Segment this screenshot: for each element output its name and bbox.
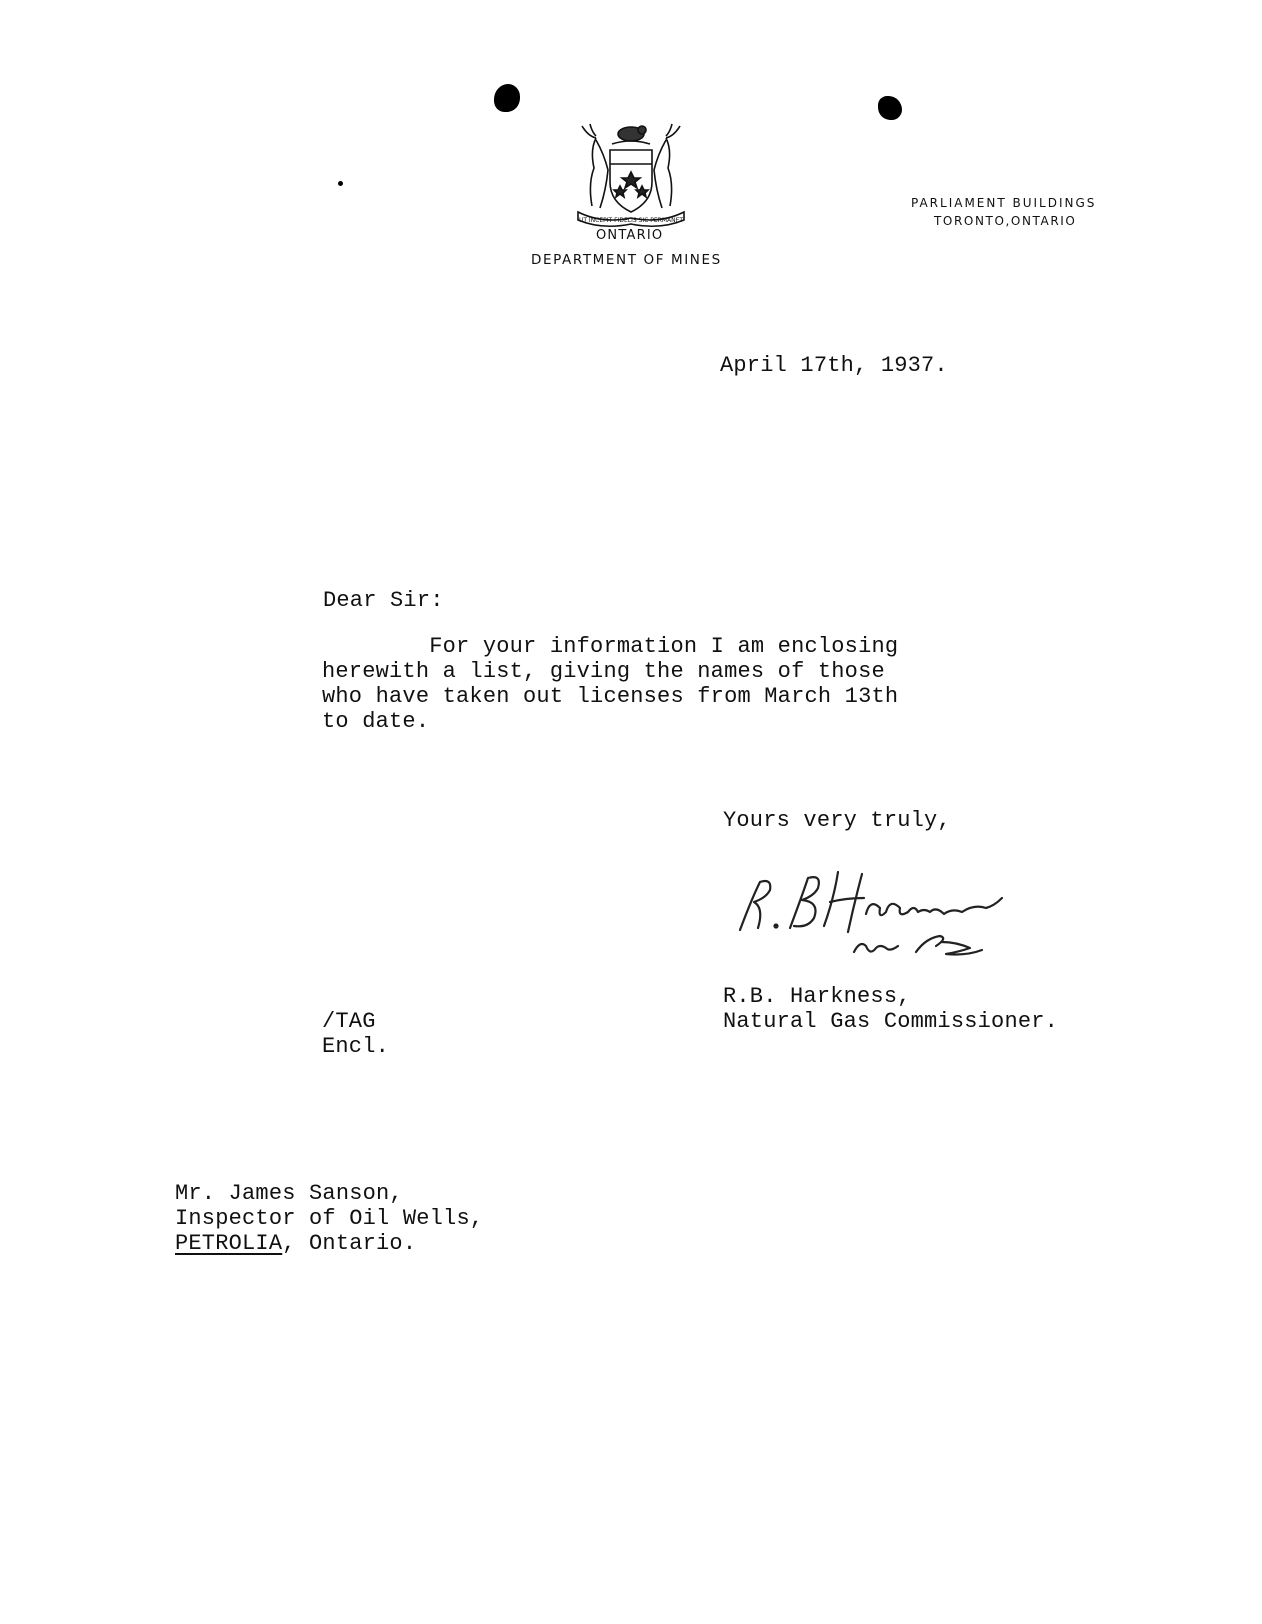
handwritten-signature xyxy=(730,868,1030,968)
recipient-title: Inspector of Oil Wells, xyxy=(175,1206,484,1231)
recipient-province: , Ontario. xyxy=(282,1231,417,1256)
signer-name: R.B. Harkness, xyxy=(723,984,911,1009)
recipient-name: Mr. James Sanson, xyxy=(175,1181,403,1206)
department-name: DEPARTMENT OF MINES xyxy=(531,252,722,268)
crest-motto: UT INCEPIT FIDELIS SIC PERMANET xyxy=(578,217,684,224)
address-line-2: TORONTO,ONTARIO xyxy=(934,214,1077,228)
ink-blot-right xyxy=(878,96,902,120)
salutation: Dear Sir: xyxy=(323,588,444,613)
recipient-city: PETROLIA xyxy=(175,1231,283,1256)
ontario-coat-of-arms-icon xyxy=(572,120,690,230)
signer-title: Natural Gas Commissioner. xyxy=(723,1009,1059,1034)
letter-body: For your information I am enclosing herewith a list, giving the names of those who have taken out licenses from March 13th to date. xyxy=(322,634,899,734)
ink-blot-left xyxy=(494,84,520,112)
letter-date: April 17th, 1937. xyxy=(720,353,948,378)
signature-text: R.B. Harkness per xyxy=(730,868,738,869)
typist-initials: /TAG xyxy=(322,1009,376,1034)
recipient-location xyxy=(175,1231,416,1256)
ink-dot xyxy=(338,181,343,186)
closing: Yours very truly, xyxy=(723,808,951,833)
address-line-1: PARLIAMENT BUILDINGS xyxy=(911,196,1097,210)
province-label: ONTARIO xyxy=(596,228,664,243)
enclosure-note: Encl. xyxy=(322,1034,390,1059)
